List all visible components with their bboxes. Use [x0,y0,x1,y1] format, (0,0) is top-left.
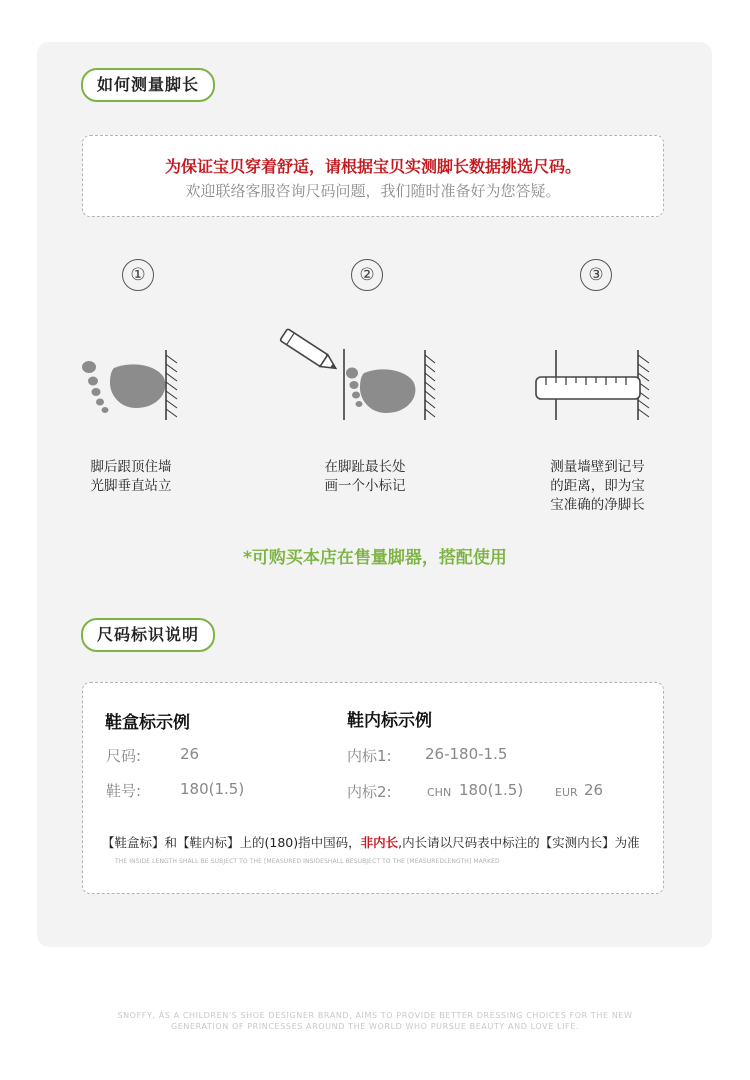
notice-box [82,135,664,217]
size-note-part1: 【鞋盒标】和【鞋内标】上的(180)指中国码， [102,835,361,850]
foot-measurer-tip: *可购买本店在售量脚器，搭配使用 [243,548,507,568]
box-shoe-no-value: 180(1.5) [180,780,245,798]
pencil-mark-icon [270,325,445,425]
chn-tag: CHN [427,786,452,799]
inner-label-2-label: 内标2: [347,783,392,801]
step-3-text: 测量墙壁到记号 的距离，即为宝 宝准确的净脚长 [550,459,645,513]
size-note-part2: ,内长请以尺码表中标注的【实测内长】为准 [398,835,640,850]
foot-against-wall-icon [80,345,185,425]
size-note-highlight: 非内长 [360,835,399,850]
inner-label-1-value: 26-180-1.5 [425,745,508,763]
step-3-number: ③ [580,259,612,291]
step-1-text: 脚后跟顶住墙 光脚垂直站立 [90,459,172,494]
box-shoe-no-label: 鞋号: [106,782,142,800]
section-title-how-to-measure: 如何测量脚长 [81,68,215,102]
notice-primary-text: 为保证宝贝穿着舒适，请根据宝贝实测脚长数据挑选尺码。 [164,157,581,176]
size-note-english: THE INSIDE LENGTH SHALL BE SUBJECT TO THE [MEASURED INSIDESHALL BESUBJECT TO THE [MEASUREDLENGTH] MARKED [115,858,500,865]
step-1-number: ① [122,259,154,291]
footer-line-2: GENERATION OF PRINCESSES AROUND THE WORLD WHO PURSUE BEAUTY AND LOVE LIFE. [170,1022,580,1031]
ruler-icon [530,345,660,425]
step-2-text: 在脚趾最长处 画一个小标记 [324,459,406,494]
box-label-heading: 鞋盒标示例 [105,713,190,733]
box-size-label: 尺码: [106,747,142,765]
footer-line-1: SNOFFY, AS A CHILDREN'S SHOE DESIGNER BRAND, AIMS TO PROVIDE BETTER DRESSING CHOICES FOR THE NEW [117,1011,633,1020]
notice-secondary-text: 欢迎联络客服咨询尺码问题，我们随时准备好为您答疑。 [185,182,561,200]
eur-tag: EUR [555,786,578,799]
inner-label-1-label: 内标1: [347,747,392,765]
box-size-value: 26 [180,745,200,763]
chn-value: 180(1.5) [459,781,524,799]
size-note [102,833,640,851]
section-title-size-label: 尺码标识说明 [81,618,215,652]
step-2-number: ② [351,259,383,291]
brand-footer [0,1010,750,1032]
inner-label-heading: 鞋内标示例 [347,711,432,731]
eur-value: 26 [584,781,604,799]
